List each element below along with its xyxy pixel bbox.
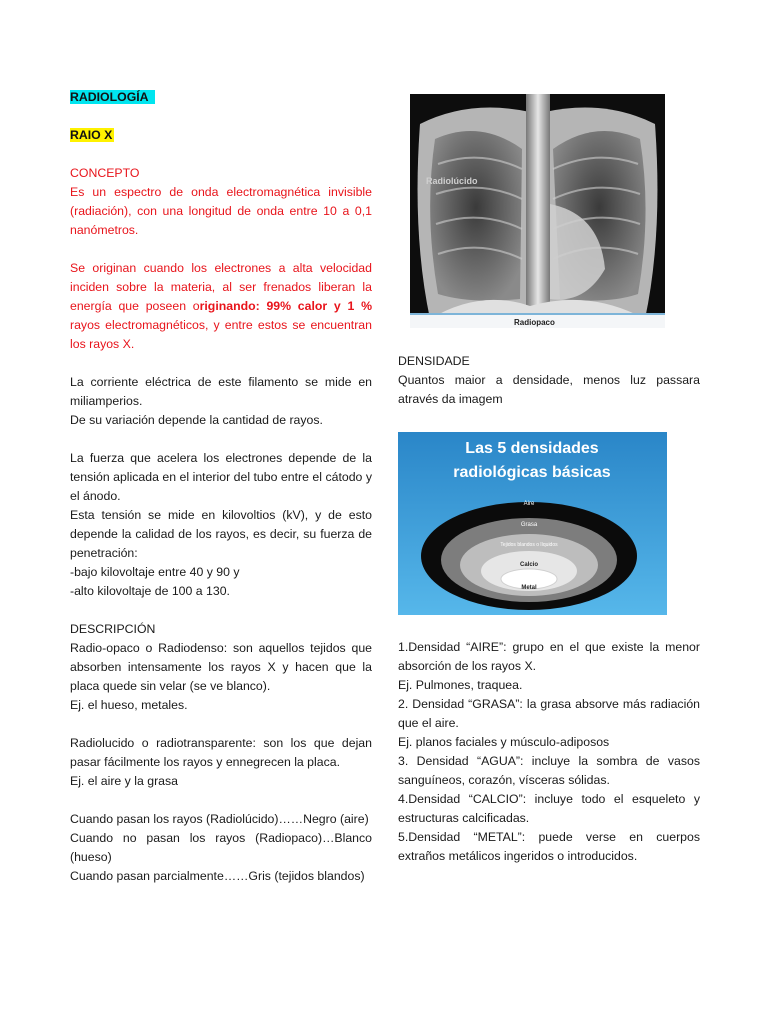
radiopaco-label: Radiopaco (514, 318, 555, 327)
variacion-text: De su variación depende la cantidad de rayos. (70, 413, 323, 427)
origin-pre: Se originan cuando los electrones a alta velocidad inciden sobre la materia, al ser frenados liberan la energía que poseen o (70, 261, 372, 313)
concepto-text: Es un espectro de onda electromagnética invisible (radiación), con una longitud de onda entre 10 a 0,1 nanómetros. (70, 185, 372, 237)
densidad-agua: 3. Densidad “AGUA”: incluye la sombra de vasos sanguíneos, corazón, vísceras sólidas. (398, 754, 700, 787)
descripcion-heading: DESCRIPCIÓN (70, 622, 156, 636)
densidade-text: Quantos maior a densidade, menos luz passara através da imagem (398, 373, 700, 406)
origin-paragraph (70, 259, 372, 354)
chest-xray-image (410, 94, 665, 328)
radiolucido-label: Radiolúcido (426, 176, 478, 186)
concepto-heading: CONCEPTO (70, 166, 140, 180)
cuando-blanco: Cuando no pasan los rayos (Radiopaco)…Blanco (hueso) (70, 831, 372, 864)
radiolucido-text: Radiolucido o radiotransparente: son los que dejan pasar fácilmente los rayos y ennegrecen la placa. (70, 736, 372, 769)
cuando-gris: Cuando pasan parcialmente……Gris (tejidos blandos) (70, 869, 365, 883)
densidad-grasa: 2. Densidad “GRASA”: la grasa absorve más radiación que el aire. (398, 697, 700, 730)
bajo-kv: -bajo kilovoltaje entre 40 y 90 y (70, 565, 240, 579)
ej-planos: Ej. planos faciales y músculo-adiposos (398, 735, 610, 749)
origin-post: rayos electromagnéticos, y entre estos se encuentran los rayos X. (70, 318, 372, 351)
densidades-image (398, 432, 667, 615)
ej-pulmones: Ej. Pulmones, traquea. (398, 678, 523, 692)
dens-title-line2: radiológicas básicas (453, 464, 611, 481)
title-raio-x: RAIO X (70, 128, 113, 142)
ring-calcio: Calcio (519, 562, 539, 568)
ring-aire: Aire (523, 501, 535, 507)
densidad-aire: 1.Densidad “AIRE”: grupo en el que existe la menor absorción de los rayos X. (398, 640, 700, 673)
dens-title-line1: Las 5 densidades (465, 440, 599, 457)
ring-tejidos: Tejidos blandos o líquidos (500, 542, 558, 548)
ring-grasa: Grasa (520, 522, 538, 528)
radioopaco-text: Radio-opaco o Radiodenso: son aquellos tejidos que absorben intensamente los rayos X y hacen que la placa quede sin velar (se ve blanco). (70, 641, 372, 693)
tension-text: Esta tensión se mide en kilovoltios (kV), y de esto depende la calidad de los rayos, es decir, su fuerza de penetración: (70, 508, 372, 560)
origin-bold: riginando: 99% calor y 1 % (199, 299, 372, 313)
alto-kv: -alto kilovoltaje de 100 a 130. (70, 584, 230, 598)
ej-hueso: Ej. el hueso, metales. (70, 698, 188, 712)
fuerza-text: La fuerza que acelera los electrones depende de la tensión aplicada en el interior del tubo entre el cátodo y el ánodo. (70, 451, 372, 503)
densidade-section (398, 352, 700, 409)
ring-metal: Metal (521, 585, 537, 591)
densidad-calcio: 4.Densidad “CALCIO”: incluye todo el esqueleto y estructuras calcificadas. (398, 792, 700, 825)
left-column (70, 88, 372, 886)
densidad-metal: 5.Densidad “METAL”: puede verse en cuerpos extraños metálicos ingeridos o introducidos. (398, 830, 700, 863)
title-radiologia: RADIOLOGÍA (70, 90, 155, 104)
ej-aire: Ej. el aire y la grasa (70, 774, 178, 788)
densidades-list (398, 638, 700, 866)
cuando-negro: Cuando pasan los rayos (Radiolúcido)……Negro (aire) (70, 812, 369, 826)
corriente-text: La corriente eléctrica de este filamento se mide en miliamperios. (70, 375, 372, 408)
densidade-heading: DENSIDADE (398, 354, 470, 368)
